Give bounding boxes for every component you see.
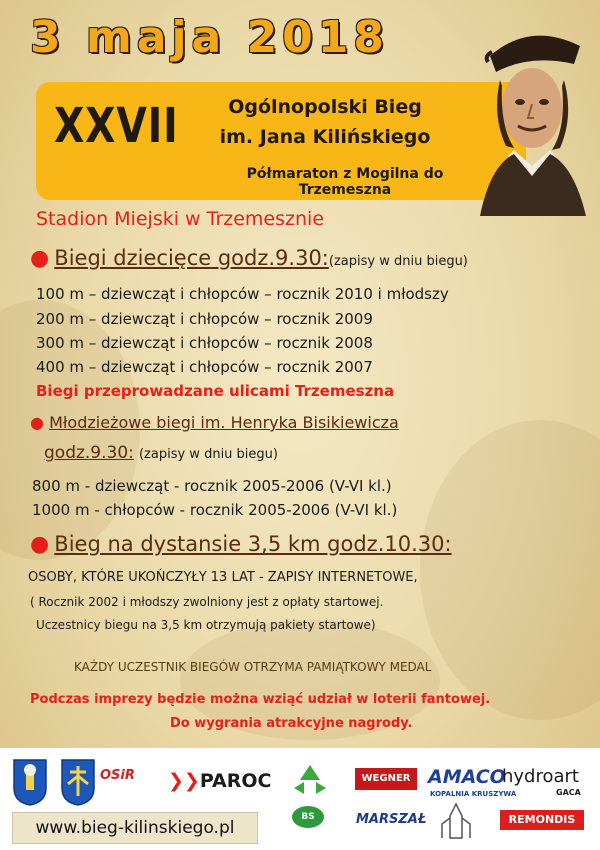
paroc-logo: ❯❯PAROC [168, 770, 272, 792]
bullet-icon: ● [30, 413, 44, 432]
recycle-logo [288, 762, 332, 796]
paroc-logo-text: PAROC [199, 770, 272, 792]
children-row: 300 m – dziewcząt i chłopców – rocznik 2008 [36, 334, 373, 352]
coat-of-arms-logo [60, 758, 96, 806]
wegner-logo: WEGNER [355, 768, 417, 790]
lottery-line: Do wygrania atrakcyjne nagrody. [170, 716, 413, 731]
event-date: 3 maja 2018 [30, 12, 390, 63]
portrait-image [470, 16, 590, 216]
main-run-line: Uczestnicy biegu na 3,5 km otrzymują pakiety startowe) [36, 618, 376, 632]
venue-heading: Stadion Miejski w Trzemesznie [36, 208, 325, 230]
paper-stain [420, 420, 600, 720]
main-run-line: OSOBY, KTÓRE UKOŃCZYŁY 13 LAT - ZAPISY INTERNETOWE, [28, 570, 418, 585]
bullet-icon: ● [30, 532, 50, 557]
children-note: (zapisy w dniu biegu) [328, 254, 468, 269]
title-line-1: Ogólnopolski Bieg [228, 96, 422, 118]
church-logo [436, 802, 476, 840]
subtitle: Półmaraton z Mogilna do Trzemeszna [246, 166, 444, 198]
children-heading-row [30, 246, 468, 271]
osir-logo: OSiR [100, 768, 135, 783]
main-run-heading-row [30, 532, 452, 557]
main-run-line: ( Rocznik 2002 i młodszy zwolniony jest z opłaty startowej. [30, 595, 384, 609]
hydroart-subtitle: GACA [556, 788, 581, 797]
main-run-heading: Bieg na dystansie 3,5 km godz.10.30: [54, 532, 452, 556]
youth-heading: Młodzieżowe biegi im. Henryka Bisikiewicza [49, 413, 399, 432]
youth-row: 1000 m - chłopców - rocznik 2005-2006 (V-VI kl.) [32, 501, 398, 519]
title-line-2: im. Jana Kilińskiego [219, 126, 431, 148]
children-row: 400 m – dziewcząt i chłopców – rocznik 2007 [36, 358, 373, 376]
children-footnote: Biegi przeprowadzane ulicami Trzemeszna [36, 382, 395, 400]
lottery-line: Podczas imprezy będzie można wziąć udział w loterii fantowej. [30, 692, 491, 707]
youth-heading-row [30, 413, 399, 432]
edition-number: XXVII [54, 98, 179, 154]
children-row: 100 m – dziewcząt i chłopców – rocznik 2010 i młodszy [36, 285, 449, 303]
medal-note: KAŻDY UCZESTNIK BIEGÓW OTRZYMA PAMIĄTKOWY MEDAL [74, 660, 432, 674]
bank-logo: BS [292, 806, 324, 828]
amaco-logo: AMACO [428, 766, 506, 788]
youth-row: 800 m - dziewcząt - rocznik 2005-2006 (V-VI kl.) [32, 477, 392, 495]
children-heading: Biegi dziecięce godz.9.30: [54, 246, 329, 270]
marszal-logo: MARSZAŁ [356, 812, 427, 827]
hydroart-logo: hydroart [502, 766, 579, 787]
children-row: 200 m – dziewcząt i chłopców – rocznik 2009 [36, 310, 373, 328]
bullet-icon: ● [30, 246, 50, 271]
youth-time: godz.9.30: [44, 443, 134, 463]
youth-note: (zapisy w dniu biegu) [138, 447, 278, 462]
website-url[interactable]: www.bieg-kilinskiego.pl [12, 812, 258, 844]
youth-time-row [44, 443, 278, 463]
coat-of-arms-logo [12, 758, 48, 806]
amaco-subtitle: KOPALNIA KRUSZYWA [430, 790, 517, 798]
remondis-logo: REMONDIS [500, 810, 584, 830]
